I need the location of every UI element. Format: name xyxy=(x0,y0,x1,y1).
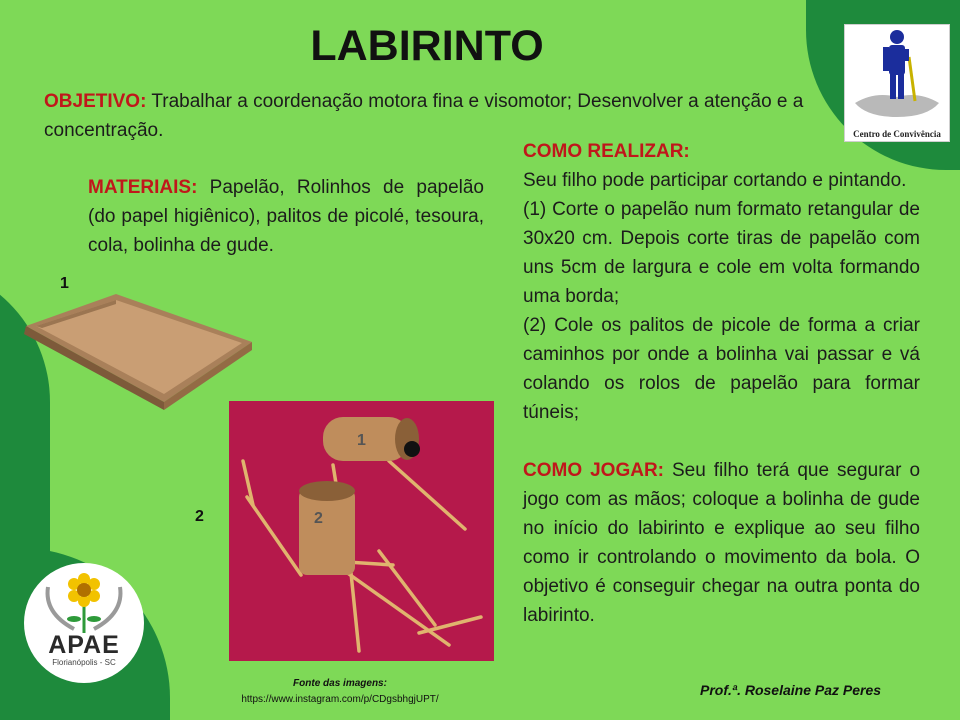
sunflower-hands-icon xyxy=(24,567,144,637)
objetivo-text: Trabalhar a coordenação motora fina e visomotor; Desenvolver a atenção e a concentração. xyxy=(44,91,804,141)
cardboard-roll-2 xyxy=(299,481,355,575)
apae-name: APAE xyxy=(48,631,120,659)
image-label-2: 2 xyxy=(195,508,204,525)
como-realizar-heading: COMO REALIZAR: xyxy=(523,141,690,162)
instructions-section xyxy=(523,137,920,630)
roll-label-2: 2 xyxy=(314,510,323,527)
como-jogar-paragraph xyxy=(523,456,920,630)
image-label-1: 1 xyxy=(60,275,69,292)
apae-logo xyxy=(24,563,144,683)
como-realizar-step-1: (1) Corte o papelão num formato retangular de 30x20 cm. Depois corte tiras de papelão com uns 5cm de largura e cole em volta formando uma borda; xyxy=(523,199,920,307)
cardboard-roll-1 xyxy=(323,417,419,461)
como-realizar-step-2: (2) Cole os palitos de picole de forma a criar caminhos por onde a bolinha vai passar e vá colando os rolos de papelão para formar túneis; xyxy=(523,315,920,423)
cardboard-tray-illustration xyxy=(22,292,254,410)
page-title: LABIRINTO xyxy=(310,22,544,70)
elderly-person-icon xyxy=(845,25,949,125)
como-realizar-intro: Seu filho pode participar cortando e pintando. xyxy=(523,170,907,191)
centro-convivencia-logo xyxy=(844,24,950,142)
logo-caption: Centro de Convivência xyxy=(853,129,941,139)
materiais-paragraph xyxy=(88,173,484,260)
como-jogar-label: COMO JOGAR: xyxy=(523,460,664,481)
materiais-label: MATERIAIS: xyxy=(88,177,198,198)
objetivo-label: OBJETIVO: xyxy=(44,91,147,112)
apae-city: Florianópolis - SC xyxy=(52,658,116,667)
credit-url: https://www.instagram.com/p/CDgsbhgjUPT/ xyxy=(241,694,439,705)
image-credit xyxy=(200,676,480,708)
materiais-text: Papelão, Rolinhos de papelão (do papel higiênico), palitos de picolé, tesoura, cola, bolinha de gude. xyxy=(88,177,484,256)
materiais-section xyxy=(88,173,484,260)
como-jogar-text: Seu filho terá que segurar o jogo com as mãos; coloque a bolinha de gude no início do labirinto e explique ao seu filho como ir controlando o movimento da bola. O objetivo é conseguir chegar na outra ponta do labirinto. xyxy=(523,460,921,626)
author-signature: Prof.ª. Roselaine Paz Peres xyxy=(700,682,882,698)
credit-title: Fonte das imagens: xyxy=(293,678,387,689)
roll-label-1: 1 xyxy=(357,432,366,449)
labyrinth-photo xyxy=(229,401,494,661)
